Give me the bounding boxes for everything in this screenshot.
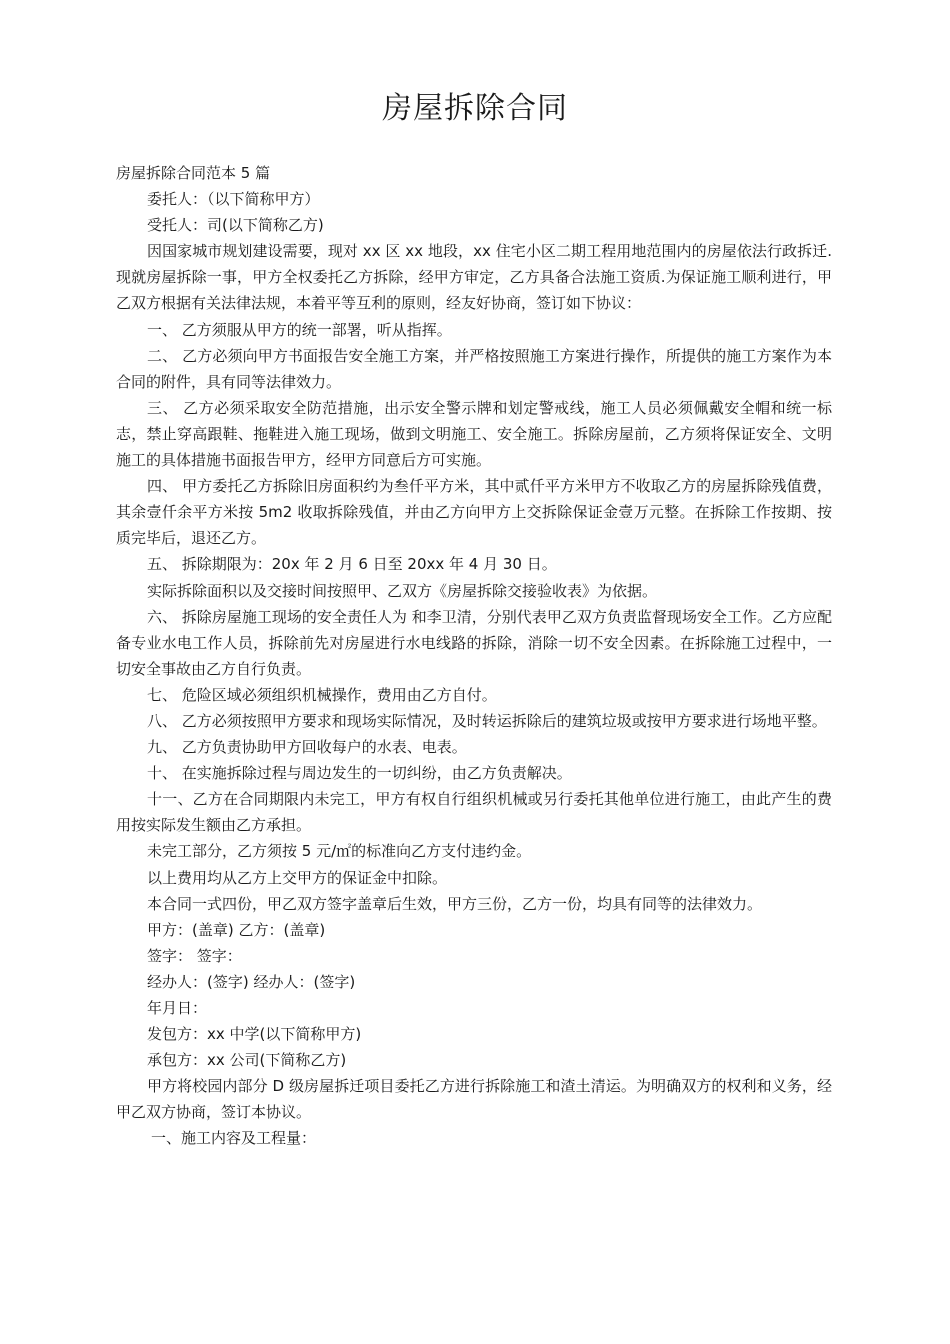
paragraph: 甲方将校园内部分 D 级房屋拆迁项目委托乙方进行拆除施工和渣土清运。为明确双方的权利和义务，经甲乙双方协商，签订本协议。: [116, 1077, 832, 1122]
document-title: 房屋拆除合同: [382, 91, 568, 126]
paragraph: 经办人：(签字) 经办人：(签字): [147, 972, 356, 991]
paragraph: 发包方：xx 中学(以下简称甲方): [147, 1025, 362, 1044]
paragraph: 因国家城市规划建设需要，现对 xx 区 xx 地段，xx 住宅小区二期工程用地范围内的房屋依法行政拆迁.现就房屋拆除一事，甲方全权委托乙方拆除，经甲方审定，乙方具备合法施工资质.为保证施工顺利进行，甲乙双方根据有关法律法规，本着平等互利的原则，经友好协商，签订如下协议：: [116, 242, 832, 313]
paragraph: 五、 拆除期限为：20x 年 2 月 6 日至 20xx 年 4 月 30 日。: [147, 555, 557, 574]
paragraph: 委托人：（以下简称甲方）: [147, 190, 320, 209]
paragraph: 七、 危险区域必须组织机械操作，费用由乙方自付。: [147, 685, 497, 704]
paragraph: 一、施工内容及工程量：: [151, 1129, 317, 1148]
paragraph: 实际拆除面积以及交接时间按照甲、乙双方《房屋拆除交接验收表》为依据。: [147, 581, 658, 600]
document-body: [116, 160, 832, 1152]
paragraph: 签字： 签字：: [147, 946, 242, 965]
paragraph: 年月日：: [147, 999, 208, 1017]
paragraph: 八、 乙方必须按照甲方要求和现场实际情况，及时转运拆除后的建筑垃圾或按甲方要求进行场地平整。: [147, 711, 827, 730]
paragraph: 房屋拆除合同范本 5 篇: [116, 164, 271, 182]
paragraph: 三、 乙方必须采取安全防范措施，出示安全警示牌和划定警戒线，施工人员必须佩戴安全帽和统一标志，禁止穿高跟鞋、拖鞋进入施工现场，做到文明施工、安全施工。拆除房屋前，乙方须将保证安全、文明施工的具体措施书面报告甲方，经甲方同意后方可实施。: [116, 398, 832, 470]
paragraph: 以上费用均从乙方上交甲方的保证金中扣除。: [147, 868, 448, 887]
paragraph: 二、 乙方必须向甲方书面报告安全施工方案，并严格按照施工方案进行操作，所提供的施工方案作为本合同的附件，具有同等法律效力。: [116, 346, 832, 391]
paragraph: 一、 乙方须服从甲方的统一部署，听从指挥。: [147, 320, 452, 339]
paragraph: 十一、乙方在合同期限内未完工，甲方有权自行组织机械或另行委托其他单位进行施工，由此产生的费用按实际发生额由乙方承担。: [116, 790, 832, 835]
paragraph: 六、 拆除房屋施工现场的安全责任人为 和李卫清，分别代表甲乙双方负责监督现场安全工作。乙方应配备专业水电工作人员，拆除前先对房屋进行水电线路的拆除，消除一切不安全因素。在拆除施工过程中，一切安全事故由乙方自行负责。: [116, 607, 832, 678]
paragraph: 受托人：司(以下简称乙方): [147, 216, 324, 235]
paragraph: 甲方：(盖章) 乙方：(盖章): [147, 920, 326, 939]
paragraph: 四、 甲方委托乙方拆除旧房面积约为叁仟平方米，其中贰仟平方米甲方不收取乙方的房屋拆除残值费，其余壹仟余平方米按 5m2 收取拆除残值，并由乙方向甲方上交拆除保证金壹万元整。在拆除工作按期、按质完毕后，退还乙方。: [116, 477, 832, 548]
paragraph: 本合同一式四份，甲乙双方签字盖章后生效，甲方三份，乙方一份，均具有同等的法律效力。: [147, 894, 763, 913]
paragraph: 十、 在实施拆除过程与周边发生的一切纠纷，由乙方负责解决。: [147, 764, 572, 783]
paragraph: 未完工部分，乙方须按 5 元/㎡的标准向乙方支付违约金。: [147, 842, 532, 861]
paragraph: 九、 乙方负责协助甲方回收每户的水表、电表。: [147, 738, 467, 757]
paragraph: 承包方：xx 公司(下简称乙方): [147, 1051, 347, 1070]
